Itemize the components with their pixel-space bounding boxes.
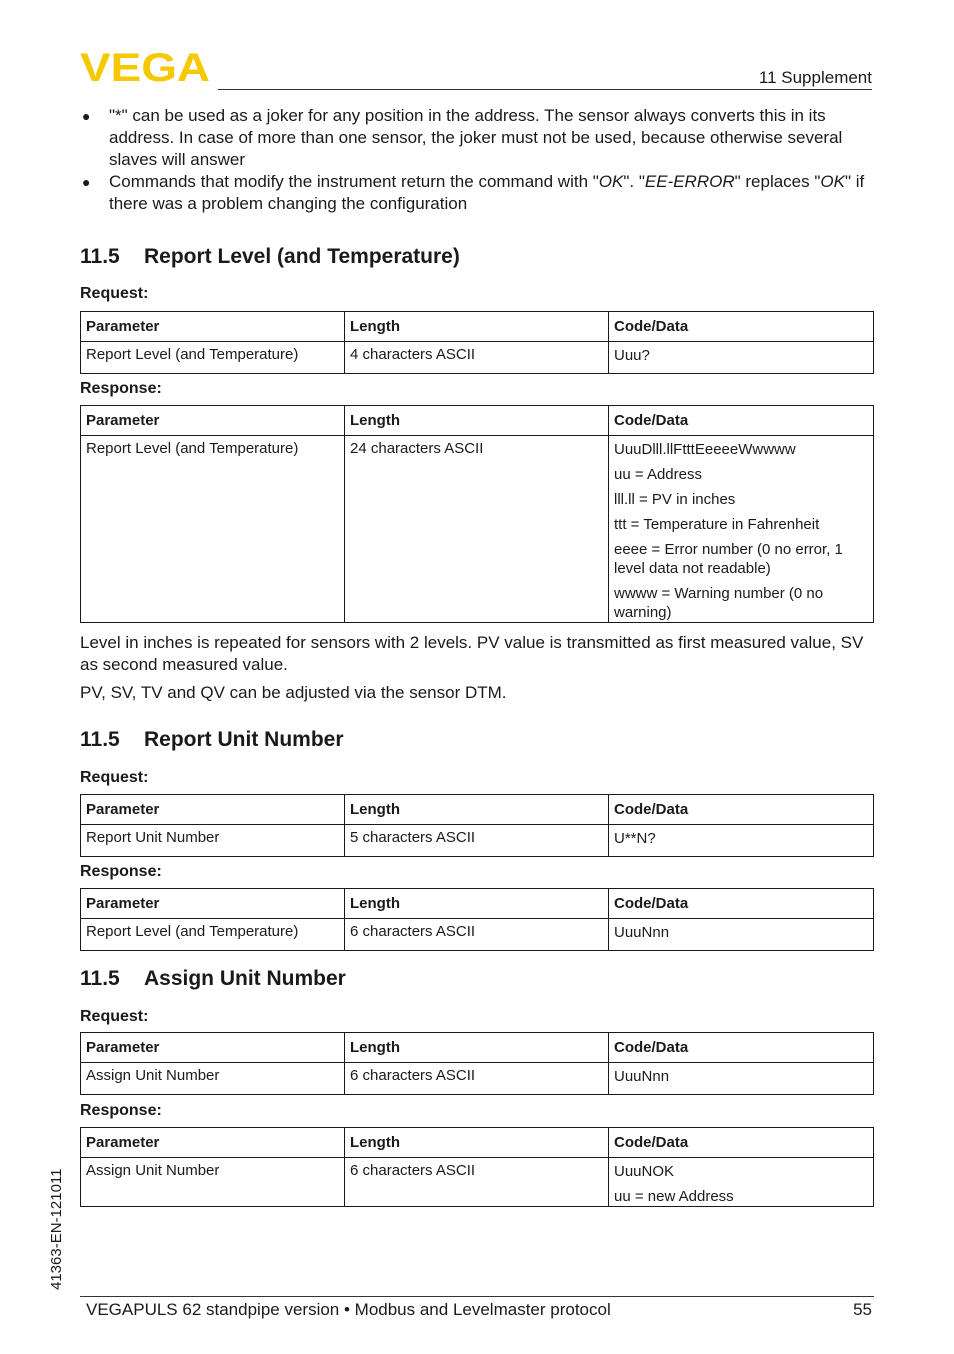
column-header: Parameter	[81, 406, 345, 436]
table-cell: 6 characters ASCII	[345, 919, 609, 951]
paragraph-level-info: Level in inches is repeated for sensors with 2 levels. PV value is transmitted as first measured value, SV as second measured value.	[80, 633, 864, 674]
request-label: Request:	[80, 1008, 149, 1025]
table-header-row	[81, 1033, 874, 1063]
bullet-text: Commands that modify the instrument return the command with "OK". "EE-ERROR" replaces "OK" if there was a problem changing the configuration	[109, 172, 865, 213]
table-cell: 6 characters ASCII	[345, 1063, 609, 1095]
section-heading	[80, 728, 344, 752]
column-header: Code/Data	[609, 889, 874, 919]
column-header: Length	[345, 795, 609, 825]
table-row	[81, 919, 874, 951]
bullet-item	[80, 105, 874, 171]
s2-request-table	[80, 794, 874, 857]
cell-line: lll.ll = PV in inches	[614, 491, 736, 508]
footer-rule	[80, 1296, 874, 1297]
cell-line: uu = new Address	[614, 1188, 734, 1205]
column-header: Parameter	[81, 1128, 345, 1158]
s2-response-table	[80, 888, 874, 951]
cell-line: eeee = Error number (0 no error, 1 level data not readable)	[614, 541, 843, 577]
header-rule	[218, 89, 872, 90]
table-header-row	[81, 406, 874, 436]
section-heading	[80, 967, 346, 991]
table-cell: 6 characters ASCII	[345, 1158, 609, 1207]
cell-line: UuuNnn	[614, 1068, 670, 1085]
column-header: Length	[345, 1033, 609, 1063]
response-label: Response:	[80, 863, 162, 880]
heading-number: 11.5	[80, 967, 120, 990]
table-cell: Report Level (and Temperature)	[81, 919, 345, 951]
table-row	[81, 1158, 874, 1207]
paragraph-dtm: PV, SV, TV and QV can be adjusted via the sensor DTM.	[80, 683, 507, 702]
s3-response-table	[80, 1127, 874, 1207]
column-header: Parameter	[81, 312, 345, 342]
table-cell	[609, 825, 874, 857]
s1-response-table	[80, 405, 874, 623]
table-cell: 24 characters ASCII	[345, 436, 609, 623]
column-header: Code/Data	[609, 1128, 874, 1158]
cell-line: uu = Address	[614, 466, 702, 483]
cell-line: wwww = Warning number (0 no warning)	[614, 585, 824, 621]
column-header: Parameter	[81, 1033, 345, 1063]
table-cell: Assign Unit Number	[81, 1158, 345, 1207]
request-label: Request:	[80, 285, 149, 302]
cell-line: UuuNnn	[614, 924, 670, 941]
column-header: Code/Data	[609, 312, 874, 342]
table-row	[81, 436, 874, 623]
column-header: Code/Data	[609, 1033, 874, 1063]
bullet-dot-icon: ●	[82, 174, 91, 190]
heading-number: 11.5	[80, 728, 120, 751]
column-header: Parameter	[81, 795, 345, 825]
response-label: Response:	[80, 1102, 162, 1119]
table-cell	[609, 1063, 874, 1095]
bullet-list	[80, 105, 874, 215]
column-header: Code/Data	[609, 406, 874, 436]
table-header-row	[81, 1128, 874, 1158]
table-cell: Assign Unit Number	[81, 1063, 345, 1095]
heading-title: Report Level (and Temperature)	[144, 245, 460, 268]
table-cell	[609, 919, 874, 951]
column-header: Code/Data	[609, 795, 874, 825]
column-header: Length	[345, 312, 609, 342]
table-header-row	[81, 312, 874, 342]
heading-title: Assign Unit Number	[144, 967, 346, 990]
table-cell	[609, 436, 874, 623]
cell-line: UuuNOK	[614, 1163, 675, 1180]
bullet-text: "*" can be used as a joker for any position in the address. The sensor always converts this in its address. In case of more than one sensor, the joker must not be used, because otherwise several slaves will answer	[109, 106, 843, 169]
table-row	[81, 825, 874, 857]
request-label: Request:	[80, 769, 149, 786]
section-label: 11 Supplement	[758, 68, 872, 87]
s3-request-table	[80, 1032, 874, 1095]
cell-line: UuuDlll.llFtttEeeeeWwwww	[614, 441, 796, 458]
footer-title: VEGAPULS 62 standpipe version • Modbus and Levelmaster protocol	[86, 1300, 611, 1319]
column-header: Length	[345, 406, 609, 436]
logo-text: VEGA	[80, 50, 210, 84]
table-row	[81, 1063, 874, 1095]
section-heading	[80, 245, 460, 269]
table-header-row	[81, 889, 874, 919]
table-cell: Report Level (and Temperature)	[81, 436, 345, 623]
table-row	[81, 342, 874, 374]
document-code: 41363-EN-121011	[48, 1168, 65, 1290]
cell-line: Uuu?	[614, 347, 650, 364]
table-header-row	[81, 795, 874, 825]
column-header: Length	[345, 889, 609, 919]
table-cell: Report Level (and Temperature)	[81, 342, 345, 374]
table-cell: 5 characters ASCII	[345, 825, 609, 857]
s1-request-table	[80, 311, 874, 374]
heading-title: Report Unit Number	[144, 728, 344, 751]
table-cell: Report Unit Number	[81, 825, 345, 857]
cell-line: ttt = Temperature in Fahrenheit	[614, 516, 820, 533]
column-header: Length	[345, 1128, 609, 1158]
cell-line: U**N?	[614, 830, 656, 847]
vega-logo	[80, 50, 212, 84]
response-label: Response:	[80, 380, 162, 397]
heading-number: 11.5	[80, 245, 120, 268]
page-number: 55	[853, 1300, 872, 1319]
bullet-dot-icon: ●	[82, 108, 91, 124]
column-header: Parameter	[81, 889, 345, 919]
table-cell: 4 characters ASCII	[345, 342, 609, 374]
bullet-item	[80, 171, 874, 215]
table-cell	[609, 342, 874, 374]
table-cell	[609, 1158, 874, 1207]
